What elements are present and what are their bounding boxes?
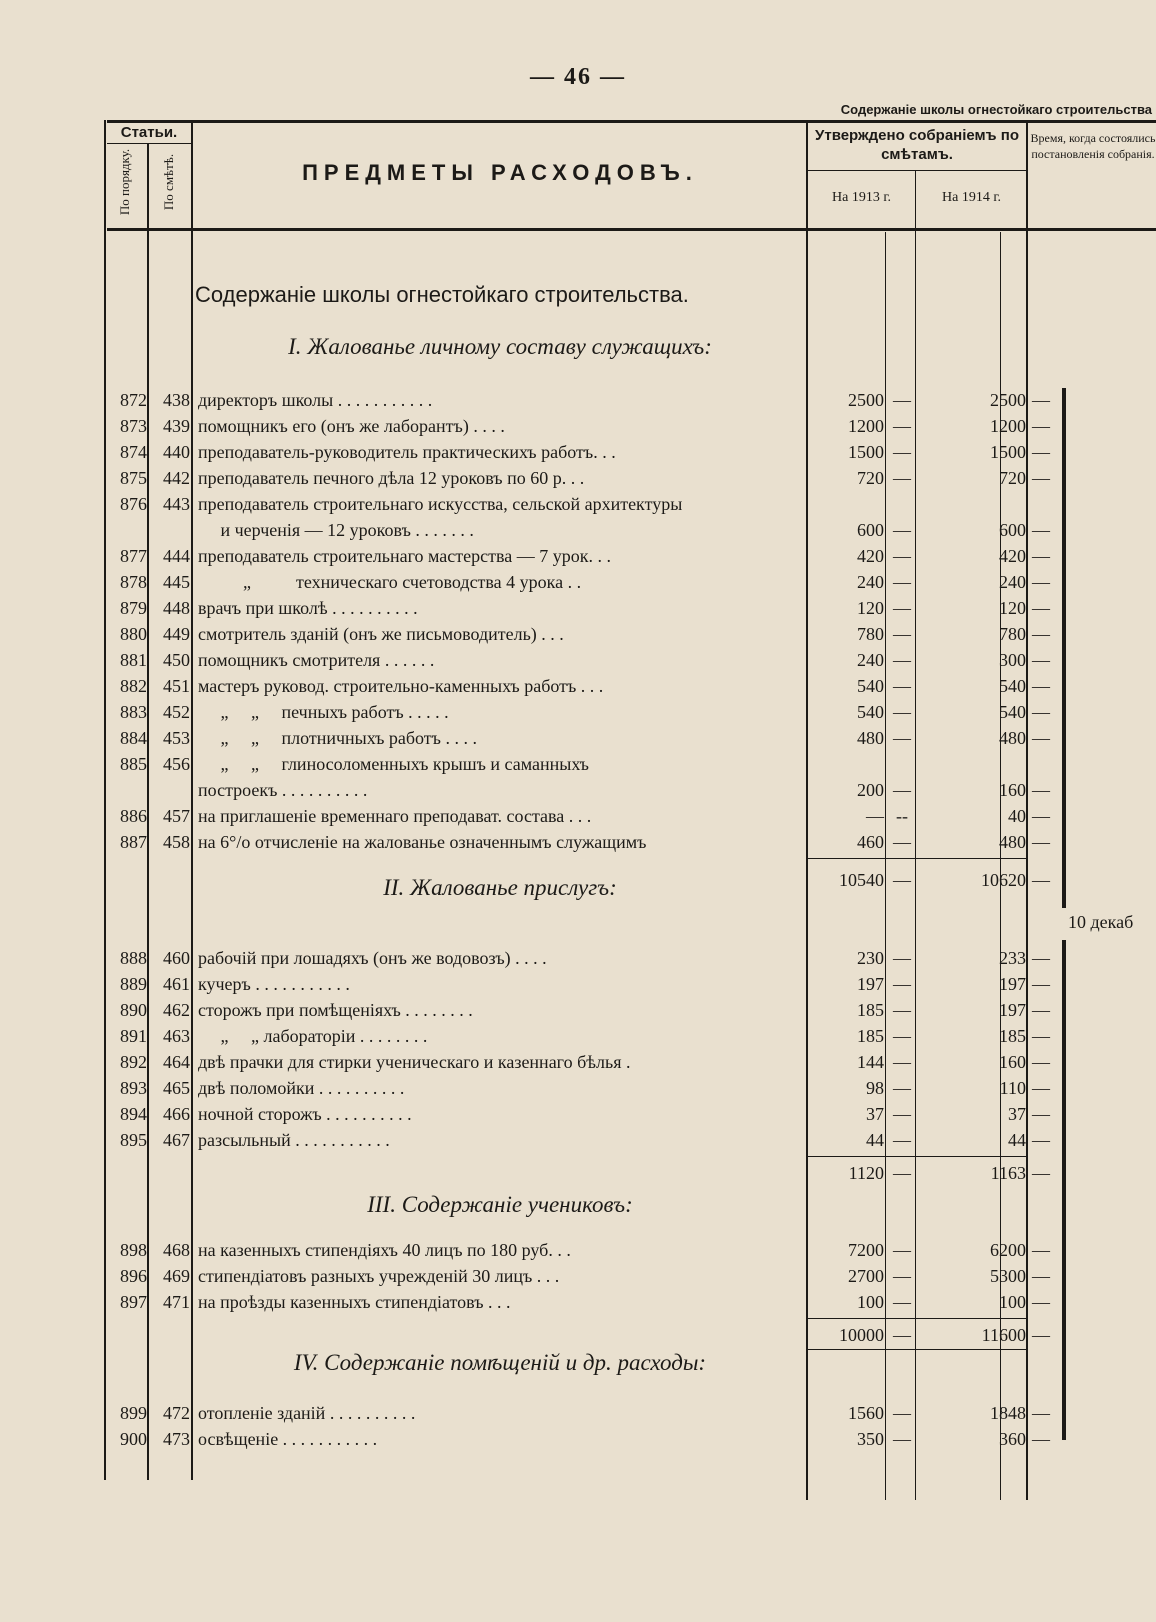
subtotal-rule — [808, 1349, 1026, 1350]
row-1914-kop: — — [1032, 572, 1050, 592]
row-estimate-no: 443 — [163, 494, 190, 514]
row-description: „ „ печныхъ работъ . . . . . — [198, 702, 449, 722]
subtotal-1914-rub: 10620 — [981, 870, 1026, 890]
row-1914-kop: — — [1032, 1130, 1050, 1150]
section-3-heading: III. Содержаніе учениковъ: — [367, 1192, 633, 1217]
table-row — [0, 699, 1156, 725]
row-order-no: 893 — [120, 1078, 147, 1098]
row-estimate-no: 458 — [163, 832, 190, 852]
row-1913-kop: — — [893, 1403, 911, 1423]
row-1913-kop: — — [893, 1292, 911, 1312]
row-estimate-no: 450 — [163, 650, 190, 670]
table-row — [0, 465, 1156, 491]
row-1914-rub: 2500 — [990, 390, 1026, 410]
row-estimate-no: 445 — [163, 572, 190, 592]
order-column-header: По порядку. — [117, 148, 132, 216]
row-1914-rub: 1500 — [990, 442, 1026, 462]
row-description: смотритель зданій (онъ же письмоводитель) . . . — [198, 624, 564, 644]
row-order-no: 895 — [120, 1130, 147, 1150]
row-description: отопленіе зданій . . . . . . . . . . — [198, 1403, 416, 1423]
row-1913-rub: 37 — [866, 1104, 884, 1124]
subtotal-1913-rub: 10540 — [839, 870, 884, 890]
row-1914-kop: — — [1032, 442, 1050, 462]
row-1914-kop: — — [1032, 832, 1050, 852]
row-1913-rub: 230 — [857, 948, 884, 968]
row-1913-rub: 1500 — [848, 442, 884, 462]
row-estimate-no: 467 — [163, 1130, 190, 1150]
row-1914-kop: — — [1032, 702, 1050, 722]
row-estimate-no: 444 — [163, 546, 190, 566]
table-row — [0, 647, 1156, 673]
subtotal-1914-rub: 11600 — [981, 1325, 1026, 1345]
row-1913-kop: — — [893, 1429, 911, 1449]
row-1914-kop: — — [1032, 598, 1050, 618]
row-description: двѣ прачки для стирки ученическаго и казеннаго бѣлья . — [198, 1052, 631, 1072]
row-1914-rub: 40 — [1008, 806, 1026, 826]
row-order-no: 879 — [120, 598, 147, 618]
row-1914-rub: 1200 — [990, 416, 1026, 436]
row-1914-rub: 1848 — [990, 1403, 1026, 1423]
row-1913-kop: — — [893, 702, 911, 722]
row-1913-kop: — — [893, 832, 911, 852]
table-row — [0, 1101, 1156, 1127]
row-order-no: 887 — [120, 832, 147, 852]
row-1913-rub: 44 — [866, 1130, 884, 1150]
subtotal-row — [0, 1322, 1156, 1348]
row-description: преподаватель печного дѣла 12 уроковъ по 60 р. . . — [198, 468, 585, 488]
table-row — [0, 777, 1156, 803]
subtotal-1913-kop: — — [893, 1163, 911, 1183]
row-description: разсыльный . . . . . . . . . . . — [198, 1130, 390, 1150]
row-order-no: 872 — [120, 390, 147, 410]
subtotal-row — [0, 1160, 1156, 1186]
row-description: врачъ при школѣ . . . . . . . . . . — [198, 598, 418, 618]
row-1913-rub: 600 — [857, 520, 884, 540]
row-1913-kop: — — [893, 1130, 911, 1150]
running-head: Содержаніе школы огнестойкаго строительства — [840, 102, 1152, 117]
row-1914-kop: — — [1032, 520, 1050, 540]
row-estimate-no: 439 — [163, 416, 190, 436]
row-1913-kop: — — [893, 468, 911, 488]
row-estimate-no: 457 — [163, 806, 190, 826]
row-1913-rub: 240 — [857, 572, 884, 592]
row-description: на казенныхъ стипендіяхъ 40 лицъ по 180 руб. . . — [198, 1240, 571, 1260]
table-row — [0, 517, 1156, 543]
table-row — [0, 439, 1156, 465]
row-1913-kop: — — [893, 598, 911, 618]
row-description: на 6°/о отчисленіе на жалованье означеннымъ служащимъ — [198, 832, 647, 852]
date-brace-upper — [1062, 388, 1066, 908]
row-order-no: 892 — [120, 1052, 147, 1072]
table-row — [0, 1049, 1156, 1075]
table-top-rule — [107, 120, 1156, 123]
row-1913-rub: 2700 — [848, 1266, 884, 1286]
row-1914-rub: 160 — [999, 1052, 1026, 1072]
subtotal-1913-rub: 1120 — [848, 1163, 884, 1183]
row-1914-rub: 110 — [999, 1078, 1026, 1098]
row-1914-rub: 600 — [999, 520, 1026, 540]
row-description: помощникъ его (онъ же лаборантъ) . . . . — [198, 416, 505, 436]
row-1913-kop: — — [893, 948, 911, 968]
row-1913-rub: 780 — [857, 624, 884, 644]
row-1914-rub: 480 — [999, 832, 1026, 852]
row-1914-kop: — — [1032, 416, 1050, 436]
row-estimate-no: 461 — [163, 974, 190, 994]
row-1914-rub: 160 — [999, 780, 1026, 800]
row-estimate-no: 469 — [163, 1266, 190, 1286]
row-order-no: 877 — [120, 546, 147, 566]
table-row — [0, 595, 1156, 621]
row-1913-kop: -- — [896, 806, 908, 826]
row-1913-kop: — — [893, 1266, 911, 1286]
row-estimate-no: 451 — [163, 676, 190, 696]
row-1913-kop: — — [893, 1026, 911, 1046]
articles-rule — [107, 143, 191, 144]
row-1913-kop: — — [893, 416, 911, 436]
row-1913-rub: 120 — [857, 598, 884, 618]
row-1914-rub: 300 — [999, 650, 1026, 670]
row-1914-rub: 120 — [999, 598, 1026, 618]
row-description: на приглашеніе временнаго преподават. состава . . . — [198, 806, 592, 826]
row-1913-rub: — — [866, 806, 884, 826]
row-estimate-no: 472 — [163, 1403, 190, 1423]
section-2-heading: II. Жалованье прислугъ: — [383, 875, 617, 900]
page-number: — 46 — — [530, 64, 626, 90]
row-description: преподаватель-руководитель практическихъ работъ. . . — [198, 442, 616, 462]
row-estimate-no: 471 — [163, 1292, 190, 1312]
time-header: Время, когда состоялись постановленія собранія. — [1030, 131, 1156, 161]
row-description: „ „ глиносоломенныхъ крышъ и саманныхъ — [198, 754, 589, 774]
row-1914-rub: 185 — [999, 1026, 1026, 1046]
subtotal-1914-kop: — — [1032, 1163, 1050, 1183]
row-description: преподаватель строительнаго искусства, сельской архитектуры — [198, 494, 683, 514]
subtotal-1913-rub: 10000 — [839, 1325, 884, 1345]
row-1913-rub: 2500 — [848, 390, 884, 410]
row-1914-kop: — — [1032, 806, 1050, 826]
table-row — [0, 1289, 1156, 1315]
row-description: и черченія — 12 уроковъ . . . . . . . — [198, 520, 474, 540]
row-1914-rub: 360 — [999, 1429, 1026, 1449]
meeting-date: 10 декаб — [1068, 912, 1134, 932]
table-row — [0, 387, 1156, 413]
subtotal-rule — [808, 858, 1026, 859]
row-1914-kop: — — [1032, 650, 1050, 670]
row-1913-rub: 144 — [857, 1052, 884, 1072]
row-description: сторожъ при помѣщеніяхъ . . . . . . . . — [198, 1000, 473, 1020]
header-bottom-rule — [107, 228, 1156, 231]
row-description: на проѣзды казенныхъ стипендіатовъ . . . — [198, 1292, 511, 1312]
row-1913-kop: — — [893, 728, 911, 748]
row-1913-rub: 540 — [857, 702, 884, 722]
row-1914-kop: — — [1032, 676, 1050, 696]
row-1914-kop: — — [1032, 1240, 1050, 1260]
table-row — [0, 491, 1156, 517]
subtotal-rule — [808, 1156, 1026, 1157]
table-row — [0, 751, 1156, 777]
row-order-no: 900 — [120, 1429, 147, 1449]
row-description: построекъ . . . . . . . . . . — [198, 780, 368, 800]
row-description: помощникъ смотрителя . . . . . . — [198, 650, 435, 670]
row-1914-rub: 197 — [999, 974, 1026, 994]
row-1914-rub: 540 — [999, 702, 1026, 722]
row-order-no: 889 — [120, 974, 147, 994]
row-1914-rub: 6200 — [990, 1240, 1026, 1260]
row-1914-rub: 233 — [999, 948, 1026, 968]
row-description: директоръ школы . . . . . . . . . . . — [198, 390, 433, 410]
row-estimate-no: 449 — [163, 624, 190, 644]
row-1914-kop: — — [1032, 1104, 1050, 1124]
row-1914-kop: — — [1032, 780, 1050, 800]
row-1914-rub: 5300 — [990, 1266, 1026, 1286]
row-order-no: 882 — [120, 676, 147, 696]
row-estimate-no: 448 — [163, 598, 190, 618]
row-1914-kop: — — [1032, 728, 1050, 748]
row-1913-rub: 197 — [857, 974, 884, 994]
row-1913-kop: — — [893, 1104, 911, 1124]
row-1913-kop: — — [893, 1240, 911, 1260]
row-1914-kop: — — [1032, 1078, 1050, 1098]
row-1914-rub: 100 — [999, 1292, 1026, 1312]
row-1914-rub: 240 — [999, 572, 1026, 592]
row-1913-kop: — — [893, 1078, 911, 1098]
row-1913-kop: — — [893, 780, 911, 800]
row-1914-kop: — — [1032, 948, 1050, 968]
row-description: кучеръ . . . . . . . . . . . — [198, 974, 350, 994]
row-order-no: 890 — [120, 1000, 147, 1020]
row-estimate-no: 460 — [163, 948, 190, 968]
row-1914-rub: 780 — [999, 624, 1026, 644]
row-1913-rub: 720 — [857, 468, 884, 488]
row-1913-kop: — — [893, 1000, 911, 1020]
row-1913-rub: 1200 — [848, 416, 884, 436]
table-row — [0, 803, 1156, 829]
row-order-no: 884 — [120, 728, 147, 748]
row-1914-rub: 540 — [999, 676, 1026, 696]
row-1913-kop: — — [893, 624, 911, 644]
subtotal-1913-kop: — — [893, 1325, 911, 1345]
row-1913-rub: 200 — [857, 780, 884, 800]
row-description: мастеръ руковод. строительно-каменныхъ работъ . . . — [198, 676, 604, 696]
row-1913-kop: — — [893, 974, 911, 994]
year-1913-header: На 1913 г. — [832, 190, 891, 205]
row-1913-rub: 100 — [857, 1292, 884, 1312]
row-estimate-no: 463 — [163, 1026, 190, 1046]
row-order-no: 875 — [120, 468, 147, 488]
row-1914-kop: — — [1032, 1000, 1050, 1020]
row-estimate-no: 464 — [163, 1052, 190, 1072]
row-order-no: 881 — [120, 650, 147, 670]
row-order-no: 876 — [120, 494, 147, 514]
row-estimate-no: 466 — [163, 1104, 190, 1124]
row-estimate-no: 473 — [163, 1429, 190, 1449]
approved-rule — [808, 170, 1026, 171]
row-estimate-no: 453 — [163, 728, 190, 748]
row-1914-rub: 720 — [999, 468, 1026, 488]
table-row — [0, 569, 1156, 595]
row-1914-kop: — — [1032, 1026, 1050, 1046]
row-1913-rub: 460 — [857, 832, 884, 852]
table-row — [0, 725, 1156, 751]
row-estimate-no: 462 — [163, 1000, 190, 1020]
row-description: „ „ лабораторіи . . . . . . . . — [198, 1026, 428, 1046]
row-description: „ „ плотничныхъ работъ . . . . — [198, 728, 477, 748]
row-1914-kop: — — [1032, 624, 1050, 644]
row-1914-kop: — — [1032, 1266, 1050, 1286]
row-order-no: 896 — [120, 1266, 147, 1286]
date-brace-lower — [1062, 940, 1066, 1440]
row-1913-rub: 185 — [857, 1000, 884, 1020]
row-order-no: 894 — [120, 1104, 147, 1124]
row-1914-rub: 37 — [1008, 1104, 1026, 1124]
row-1913-rub: 240 — [857, 650, 884, 670]
approved-header: Утверждено собраніемъ по смѣтамъ. — [815, 127, 1019, 163]
row-order-no: 899 — [120, 1403, 147, 1423]
subtotal-rule — [808, 1318, 1026, 1319]
row-1913-kop: — — [893, 390, 911, 410]
row-order-no: 897 — [120, 1292, 147, 1312]
row-1913-kop: — — [893, 650, 911, 670]
table-row — [0, 1400, 1156, 1426]
school-title: Содержаніе школы огнестойкаго строительства. — [195, 282, 689, 307]
row-1913-rub: 480 — [857, 728, 884, 748]
row-order-no: 880 — [120, 624, 147, 644]
row-1913-kop: — — [893, 572, 911, 592]
row-1913-rub: 540 — [857, 676, 884, 696]
row-1913-rub: 1560 — [848, 1403, 884, 1423]
row-1914-kop: — — [1032, 1429, 1050, 1449]
table-row — [0, 1237, 1156, 1263]
row-1913-rub: 185 — [857, 1026, 884, 1046]
row-description: стипендіатовъ разныхъ учрежденій 30 лицъ . . . — [198, 1266, 560, 1286]
subjects-header: ПРЕДМЕТЫ РАСХОДОВЪ. — [302, 160, 698, 185]
row-estimate-no: 438 — [163, 390, 190, 410]
row-estimate-no: 440 — [163, 442, 190, 462]
table-row — [0, 1023, 1156, 1049]
row-1913-rub: 7200 — [848, 1240, 884, 1260]
row-1914-kop: — — [1032, 1292, 1050, 1312]
row-order-no: 885 — [120, 754, 147, 774]
row-order-no: 873 — [120, 416, 147, 436]
row-order-no: 891 — [120, 1026, 147, 1046]
row-description: рабочій при лошадяхъ (онъ же водовозъ) . . . . — [198, 948, 547, 968]
table-row — [0, 945, 1156, 971]
row-1913-kop: — — [893, 1052, 911, 1072]
row-estimate-no: 442 — [163, 468, 190, 488]
row-estimate-no: 456 — [163, 754, 190, 774]
section-4-heading: IV. Содержаніе помѣщеній и др. расходы: — [293, 1350, 707, 1375]
row-1914-kop: — — [1032, 974, 1050, 994]
row-1913-kop: — — [893, 546, 911, 566]
subtotal-1913-kop: — — [893, 870, 911, 890]
subtotal-1914-kop: — — [1032, 870, 1050, 890]
table-row — [0, 997, 1156, 1023]
subtotal-row — [0, 867, 1156, 893]
table-row — [0, 543, 1156, 569]
row-description: освѣщеніе . . . . . . . . . . . — [198, 1429, 378, 1449]
row-1914-kop: — — [1032, 390, 1050, 410]
table-row — [0, 621, 1156, 647]
row-1913-rub: 98 — [866, 1078, 884, 1098]
table-row — [0, 1426, 1156, 1452]
table-row — [0, 413, 1156, 439]
row-1914-rub: 420 — [999, 546, 1026, 566]
row-description: ночной сторожъ . . . . . . . . . . — [198, 1104, 412, 1124]
table-row — [0, 673, 1156, 699]
subtotal-1914-rub: 1163 — [990, 1163, 1026, 1183]
table-row — [0, 1127, 1156, 1153]
row-description: „ техническаго счетоводства 4 урока . . — [198, 572, 582, 592]
row-estimate-no: 452 — [163, 702, 190, 722]
table-row — [0, 829, 1156, 855]
row-description: двѣ поломойки . . . . . . . . . . — [198, 1078, 405, 1098]
row-1913-kop: — — [893, 676, 911, 696]
section-1-heading: I. Жалованье личному составу служащихъ: — [288, 334, 712, 359]
row-1914-kop: — — [1032, 1052, 1050, 1072]
row-estimate-no: 465 — [163, 1078, 190, 1098]
row-order-no: 888 — [120, 948, 147, 968]
row-1913-kop: — — [893, 520, 911, 540]
row-1914-rub: 197 — [999, 1000, 1026, 1020]
table-row — [0, 971, 1156, 997]
articles-header: Статьи. — [120, 124, 178, 141]
row-1913-kop: — — [893, 442, 911, 462]
row-1913-rub: 350 — [857, 1429, 884, 1449]
year-1914-header: На 1914 г. — [942, 190, 1001, 205]
row-1913-rub: 420 — [857, 546, 884, 566]
subtotal-1914-kop: — — [1032, 1325, 1050, 1345]
row-description: преподаватель строительнаго мастерства — 7 урок. . . — [198, 546, 611, 566]
row-order-no: 883 — [120, 702, 147, 722]
row-estimate-no: 468 — [163, 1240, 190, 1260]
row-order-no: 886 — [120, 806, 147, 826]
row-1914-kop: — — [1032, 546, 1050, 566]
estimate-column-header: По смѣтѣ. — [161, 153, 176, 211]
row-1914-rub: 480 — [999, 728, 1026, 748]
row-order-no: 898 — [120, 1240, 147, 1260]
row-1914-kop: — — [1032, 1403, 1050, 1423]
row-1914-kop: — — [1032, 468, 1050, 488]
row-order-no: 878 — [120, 572, 147, 592]
table-row — [0, 1075, 1156, 1101]
row-1914-rub: 44 — [1008, 1130, 1026, 1150]
row-order-no: 874 — [120, 442, 147, 462]
table-row — [0, 1263, 1156, 1289]
